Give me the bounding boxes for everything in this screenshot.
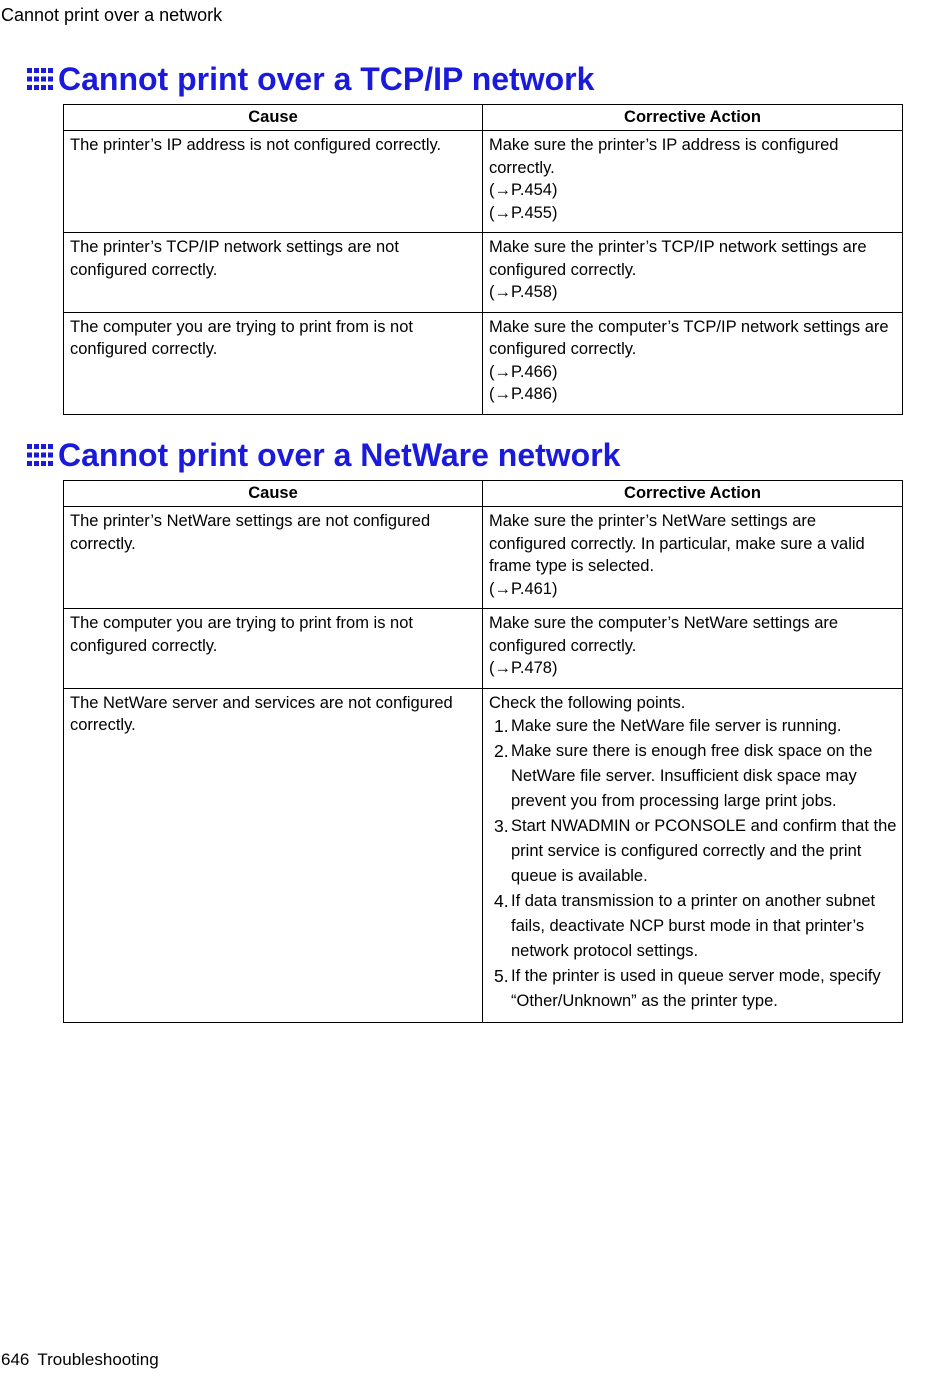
step-text: If data transmission to a printer on another subnet fails, deactivate NCP burst mode in that printer’s network protocol settings. (511, 892, 876, 960)
step-text: Make sure the NetWare file server is running. (511, 717, 842, 735)
table-row (64, 131, 903, 233)
page-reference-link[interactable]: (→P.458) (489, 283, 558, 301)
action-header: Corrective Action (483, 481, 903, 507)
cause-header: Cause (64, 105, 483, 131)
cause-cell (64, 312, 483, 414)
action-text: Check the following points. (489, 693, 686, 712)
cause-text: The computer you are trying to print from is not configured correctly. (70, 614, 413, 655)
action-text: Make sure the computer’s TCP/IP network settings are configured correctly. (489, 317, 889, 358)
page-reference-link[interactable]: (→P.454) (489, 181, 558, 199)
section-title-netware (27, 437, 620, 473)
grid-icon (27, 444, 53, 466)
action-cell (483, 312, 903, 414)
table-row (64, 688, 903, 1023)
cause-text: The printer’s NetWare settings are not configured correctly. (70, 512, 431, 553)
page-reference-link[interactable]: (→P.478) (489, 659, 558, 677)
running-head: Cannot print over a network (1, 5, 223, 25)
cause-text: The computer you are trying to print from is not configured correctly. (70, 317, 413, 358)
cause-cell (64, 688, 483, 1023)
page-reference-link[interactable]: (→P.486) (489, 385, 558, 403)
table-row (64, 609, 903, 689)
list-item (489, 814, 900, 889)
step-number: 1. (494, 716, 509, 736)
step-number: 4. (494, 891, 509, 911)
step-number: 3. (494, 816, 509, 836)
table-header-row (64, 105, 903, 131)
table-header-row (64, 481, 903, 507)
step-text: Start NWADMIN or PCONSOLE and confirm that the print service is configured correctly and the print queue is available. (511, 817, 897, 885)
list-item (489, 739, 900, 814)
tcpip-troubleshooting-table (63, 104, 903, 415)
step-text: If the printer is used in queue server mode, specify “Other/Unknown” as the printer type. (511, 967, 881, 1010)
cause-header: Cause (64, 481, 483, 507)
action-cell (483, 233, 903, 313)
page-footer (1, 1349, 159, 1371)
cause-cell (64, 233, 483, 313)
cause-cell (64, 131, 483, 233)
table-row (64, 507, 903, 609)
check-steps-list (489, 714, 900, 1014)
section-title-text: Cannot print over a TCP/IP network (58, 61, 595, 97)
action-text: Make sure the printer’s NetWare settings are configured correctly. In particular, make sure a valid frame type is selected. (489, 512, 865, 575)
section-title-tcpip (27, 61, 594, 97)
footer-section-label: Troubleshooting (37, 1350, 159, 1369)
table-row (64, 312, 903, 414)
step-text: Make sure there is enough free disk space on the NetWare file server. Insufficient disk space may prevent you from processing large print jobs. (511, 742, 873, 810)
action-text: Make sure the printer’s IP address is configured correctly. (489, 136, 839, 177)
table-row (64, 233, 903, 313)
cause-text: The NetWare server and services are not configured correctly. (70, 693, 453, 734)
netware-troubleshooting-table (63, 480, 903, 1023)
section-title-text: Cannot print over a NetWare network (58, 437, 621, 473)
page-reference-link[interactable]: (→P.466) (489, 362, 558, 381)
action-cell (483, 609, 903, 689)
action-text: Make sure the printer’s TCP/IP network settings are configured correctly. (489, 238, 867, 279)
step-number: 5. (494, 966, 509, 986)
cause-text: The printer’s TCP/IP network settings are not configured correctly. (70, 238, 399, 279)
list-item (489, 889, 900, 964)
step-number: 2. (494, 741, 509, 761)
action-cell (483, 131, 903, 233)
list-item (489, 714, 900, 739)
list-item (489, 964, 900, 1014)
cause-cell (64, 507, 483, 609)
action-text: Make sure the computer’s NetWare settings are configured correctly. (489, 614, 839, 655)
action-header: Corrective Action (483, 105, 903, 131)
page-reference-link[interactable]: (→P.455) (489, 203, 558, 222)
page-reference-link[interactable]: (→P.461) (489, 579, 558, 598)
grid-icon (27, 68, 53, 90)
action-cell (483, 688, 903, 1023)
action-cell (483, 507, 903, 609)
page-number: 646 (1, 1350, 30, 1369)
cause-cell (64, 609, 483, 689)
cause-text: The printer’s IP address is not configured correctly. (70, 136, 442, 154)
